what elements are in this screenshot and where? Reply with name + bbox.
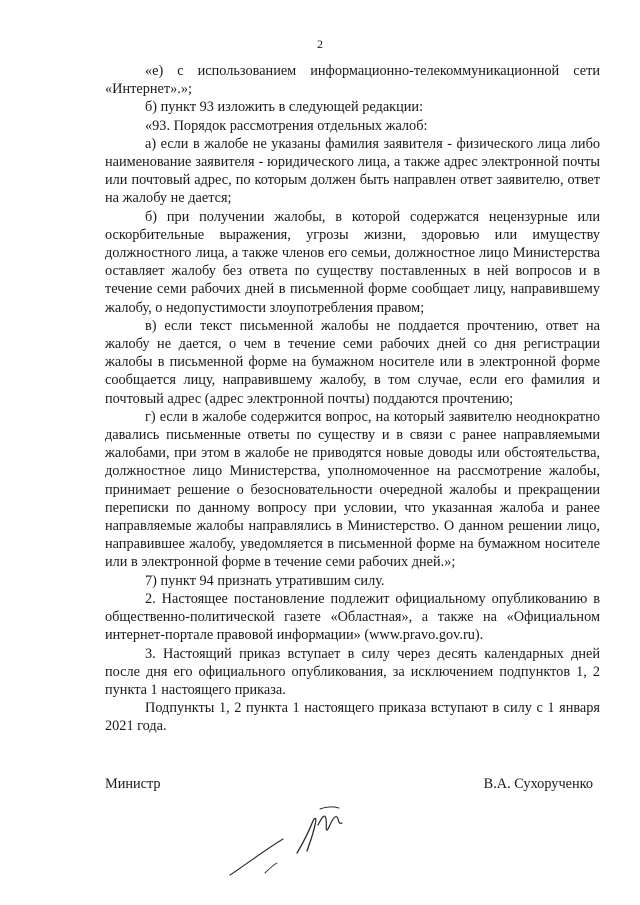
signatory-name: В.А. Сухорученко (483, 776, 593, 792)
paragraph-entry-into-force: 3. Настоящий приказ вступает в силу через десять календарных дней после дня его официального опубликования, за исключением подпунктов 1, 2 пункта 1 настоящего приказа. (105, 645, 600, 698)
paragraph-item-93-heading: «93. Порядок рассмотрения отдельных жалоб: (145, 117, 428, 134)
handwritten-signature (225, 795, 370, 880)
paragraph-subitems-effective-date: Подпункты 1, 2 пункта 1 настоящего приказа вступают в силу с 1 января 2021 года. (105, 700, 600, 735)
page-number: 2 (317, 37, 323, 51)
paragraph-subitem-v: в) если текст письменной жалобы не поддается прочтению, ответ на жалобу не дается, о чем в течение семи рабочих дней со дня регистрации жалобы в письменной форме на бумажном носителе или в электронной форме сообщается лицу, направившему жалобу, в том случае, если его фамилия и почтовый адрес (адрес электронной почты) поддаются прочтению; (105, 317, 600, 407)
paragraph-item-93-intro: б) пункт 93 изложить в следующей редакции: (145, 99, 424, 116)
paragraph-subitem-b: б) при получении жалобы, в которой содержатся нецензурные или оскорбительные выражения, угрозы жизни, здоровью или имуществу должностного лица, а также членов его семьи, должностное лицо Министерства оставляет жалобу без ответа по существу поставленных в ней вопросов и в течение семи рабочих дней в письменной форме сообщает лицу, направившему жалобу, о недопустимости злоупотребления правом; (105, 208, 600, 316)
paragraph-subitem-a: а) если в жалобе не указаны фамилия заявителя - физического лица либо наименование заявителя - юридического лица, а также адрес электронной почты или почтовый адрес, по которым должен быть направлен ответ заявителю, ответ на жалобу не дается; (105, 135, 600, 207)
signatory-title: Министр (105, 776, 161, 792)
paragraph-internet-clause: «е) с использованием информационно-телекоммуникационной сети «Интернет».»; (105, 63, 600, 98)
document-body (105, 62, 600, 736)
paragraph-item-94: 7) пункт 94 признать утратившим силу. (145, 572, 385, 589)
paragraph-subitem-g: г) если в жалобе содержится вопрос, на который заявителю неоднократно давались письменные ответы по существу и в связи с ранее направляемыми жалобами, при этом в жалобе не приводятся новые доводы или обстоятельства, должностное лицо Министерства, уполномоченное на рассмотрение жалобы, принимает решение о безосновательности очередной жалобы и прекращении переписки по данному вопросу при условии, что указанная жалоба и ранее направляемые жалобы направлялись в Министерство. О данном решении лицо, направившее жалобу, уведомляется в письменной форме на бумажном носителе или в электронной форме в течение семи рабочих дней.»; (105, 408, 600, 571)
paragraph-publication: 2. Настоящее постановление подлежит официальному опубликованию в общественно-политической газете «Областная», а также на «Официальном интернет-портале правовой информации» (www.pravo.gov.ru). (105, 590, 600, 644)
